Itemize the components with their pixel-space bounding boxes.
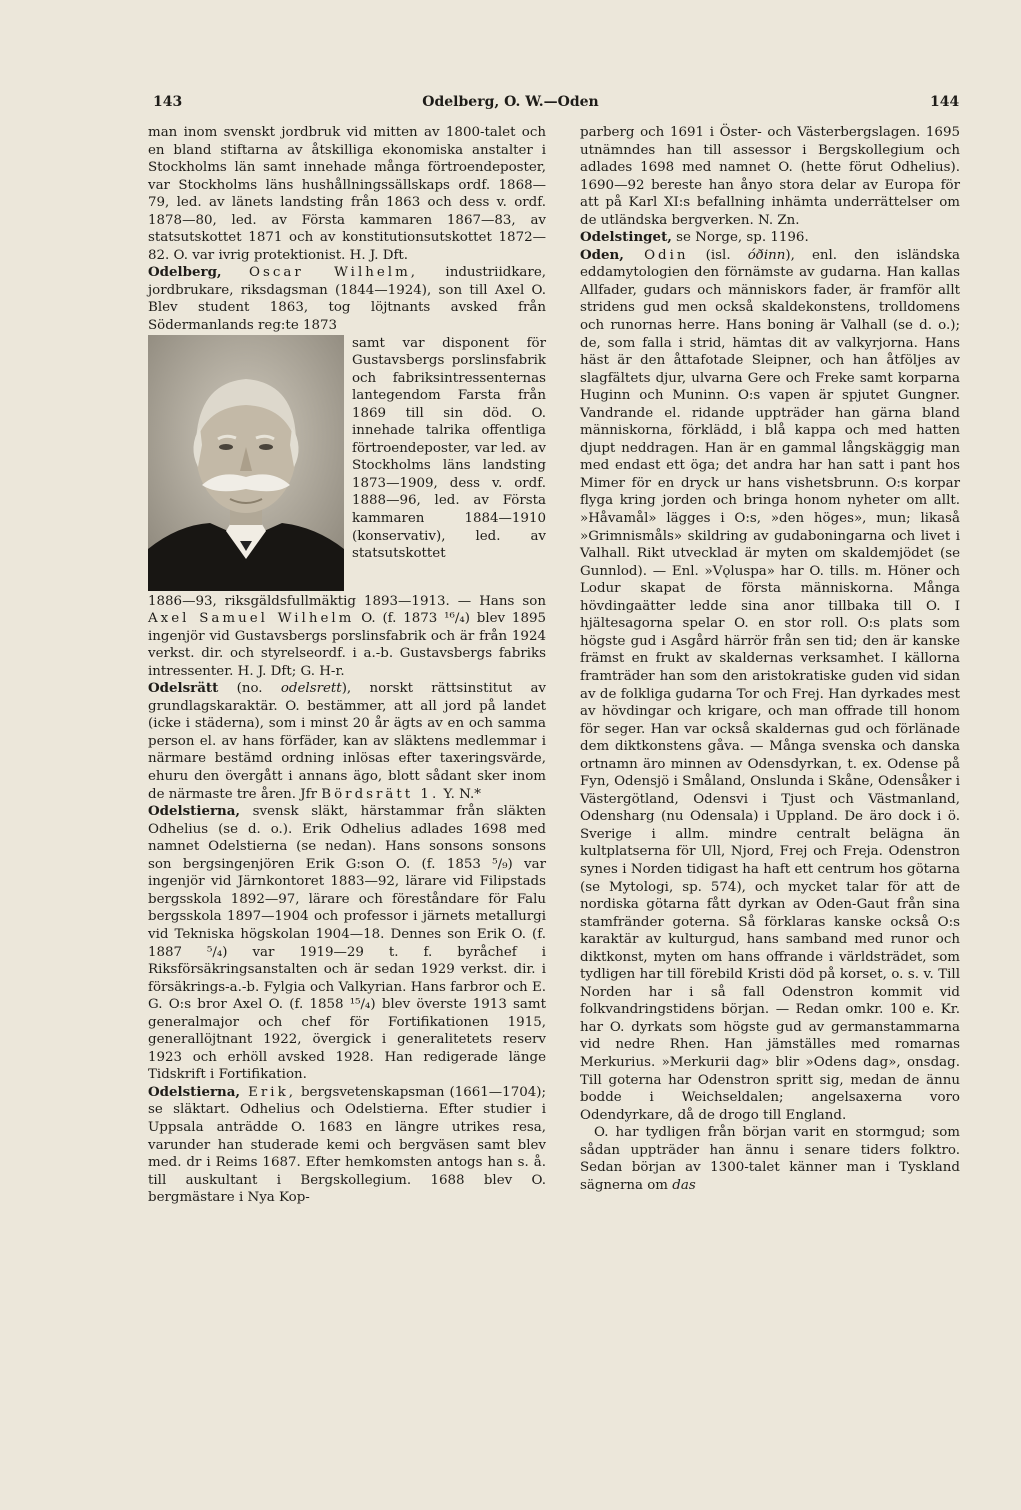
entry-text: 1886—93, riksgäldsfullmäktig 1893—1913. — Hans son Axel Samuel Wilhelm O. (f. 1873 ¹⁶/₄) blev 1895 ingenjör vid Gustavsbergs porslinsfabrik och är från 1924 verkst. dir. och styrelseordf. i a.-b. Gustavsbergs fabriks intressenter. H. J. Dft; G. H-r. bbox=[148, 593, 547, 679]
entry-text: industriidkare, jordbrukare, riksdagsman (1844—1924), son till Axel O. Blev student 1863, tog löjtnants avsked från Södermanlands reg:te 1873 bbox=[148, 265, 546, 334]
person-name: Erik, bbox=[240, 1084, 296, 1100]
headword: Odelstierna, bbox=[148, 1083, 241, 1100]
page-number-left: 143 bbox=[153, 94, 183, 110]
entry-oden: Oden, Odin (isl. óðinn), enl. den isländska eddamytologien den förnämste av gudarna. Han kallas Allfader, gudars och människors fader, är framför allt stridens gud men också skaldekonstens, trolldomens och runornas herre. Hans boning är Valhall (se d. o.); de, som falla i strid, hämtas dit av valkyrjorna. Hans häst är den åttafotade Sleipner, och han åtföljes av slagfältets djur, ulvarna Gere och Freke samt korparna Huginn och Muninn. O:s vapen är spjutet Gungner. Vandrande el. ridande uppträder han gärna bland människorna, förklädd, i blå kappa och med hatten djupt neddragen. Han är en gammal långskäggig man med endast ett öga; det andra har han satt i pant hos Mimer för en dryck ur hans vishetsbrunn. O:s korpar flyga kring jorden och bringa honom nyheter om allt. »Håvamål» lägges i O:s, »den höges», mun; likaså »Grimnismåls» skildring av gudaboningarna och livet i Valhall. Rikt utvecklad är myten om skaldemjödet (se Gunnlod). — Enl. »Vǫluspa» har O. tills. m. Höner och Lodur skapat de första människorna. Många hövdingaätter ledde sina anor tillbaka till O. I hjältesagorna spelar O. en stor roll. O:s plats som högste gud i Asgård härrör från sen tid; den är kanske främst en frukt av skaldernas verksamhet. I källorna framträder han som den aristokratiske guden vid sidan av de folkliga gudarna Tor och Frej. Han dyrkades mest av hövdingar och krigare, och man offrade till honom för seger. Han var också skaldernas gud och förlänade dem diktkonstens gåva. — Många svenska och danska ortnamn äro minnen av Odensdyrkan, t. ex. Odense på Fyn, Odensjö i Småland, Onslunda i Skåne, Odensåker i Västergötland, Odensvi i Tjust och Västmanland, Odensharg (nu Odensala) i Uppland. De äro dock i ö. Sverige i allm. mindre centralt belägna än kultplatserna för Ull, Njord, Frej och Freja. Odenstron synes i Norden tidigast ha haft ett centrum hos götarna (se Mytologi, sp. 574), och mycket talar för att de nordiska götarna fått dyrkan av Oden-Gaut från sina stamfränder goterna. Så förklaras kanske också O:s karaktär av kulturgud, hans samband med runor och diktkonst, myten om hans offrande i världsträdet, som tydligen har till förebild Kristi död på korset, o. s. v. Till Norden har i så fall Odenstron kommit vid folkvandringstidens början. — Redan omkr. 100 e. Kr. har O. dyrkats som högste gud av germanstammarna vid nedre Rhen. Han jämställes med romarnas Merkurius. »Merkurii dag» blir »Odens dag», onsdag. Till goterna har Odenstron spritt sig, medan de ännu bodde i Weichseldalen; angelsaxerna voro Odendyrkare, då de drogo till England. bbox=[580, 246, 960, 1123]
page-title: Odelberg, O. W.—Oden bbox=[422, 94, 599, 110]
person-name: Odin bbox=[623, 247, 689, 263]
right-column bbox=[580, 124, 960, 1194]
person-name: Oscar Wilhelm, bbox=[249, 265, 419, 281]
headword: Odelstierna, bbox=[148, 803, 241, 820]
entry-odelstierna-family: Odelstierna, svensk släkt, härstammar från släkten Odhelius (se d. o.). Erik Odhelius adlades 1698 med namnet Odelstierna (se nedan). Hans sonsons sonsons son bergsingenjören Erik G:son O. (f. 1853 ⁵/₉) var ingenjör vid Järnkontoret 1883—92, lärare vid Filipstads bergsskola 1892—97, lärare och föreståndare för Falu bergsskola 1897—1904 och professor i järnets metallurgi vid Tekniska högskolan 1904—18. Dennes son Erik O. (f. 1887 ⁵/₄) var 1919—29 t. f. byråchef i Riksförsäkringsanstalten och är sedan 1929 verkst. dir. i försäkrings-a.-b. Fylgia och Valkyrian. Hans farbror och E. G. O:s bror Axel O. (f. 1858 ¹⁵/₄) blev överste 1913 samt generalmajor och chef för Fortifikationen 1915, generallöjtnant 1922, övergick i generalitetets reserv 1923 och erhöll avsked 1928. Han redigerade länge Tidskrift i Fortifikation. bbox=[148, 803, 546, 1083]
headword: Odelstinget, bbox=[580, 229, 672, 246]
entry-odelberg-oscar bbox=[148, 264, 546, 334]
person-name: Axel Samuel Wilhelm bbox=[148, 611, 355, 627]
paragraph: man inom svenskt jordbruk vid mitten av 1800-talet och en bland stiftarna av åtskilliga ekonomiska anstalter i Stockholms län samt innehade många förtroendeposter, var Stockholms läns hushållningssällskaps ordf. 1868—79, led. av länets landsting från 1863 och dess v. ordf. 1878—80, led. av Första kammaren 1867—83, av statsutskottet 1871 och av konstitutionsutskottet 1872—82. O. var ivrig protektionist. H. J. Dft. bbox=[148, 125, 546, 263]
portrait-photo-icon bbox=[148, 335, 344, 591]
paragraph: O. har tydligen från början varit en stormgud; som sådan uppträder han ännu i senare tiders folktro. Sedan början av 1300-talet känner man i Tyskland sägnerna om das bbox=[580, 1125, 960, 1193]
entry-odelstierna-erik: Odelstierna, Erik, bergsvetenskapsman (1661—1704); se släktart. Odhelius och Odelstierna. Efter studier i Uppsala anträdde O. 1683 en längre utrikes resa, varunder han studerade kemi och bergväsen samt blev med. dr i Reims 1687. Efter hemkomsten antogs han s. å. till auskultant i Bergskollegium. 1688 blev O. bergmästare i Nya Kop- bbox=[148, 1083, 546, 1206]
page-number-right: 144 bbox=[930, 94, 960, 110]
entry-odelsratt: Odelsrätt (no. odelsrett), norskt rättsinstitut av grundlagskaraktär. O. bestämmer, att all jord på landet (icke i städerna), som i minst 20 år ägts av en och samma person el. av hans förfäder, kan av släktens medlemmar i närmare bestämd ordning inlösas efter taxeringsvärde, ehuru den övergått i annans ägo, blott sådant sker inom de närmaste tre åren. Jfr Bördsrätt 1. Y. N.* bbox=[148, 680, 546, 802]
entry-odelstinget: Odelstinget, se Norge, sp. 1196. bbox=[580, 229, 809, 246]
entry-text-wrapped: samt var disponent för Gustavsbergs porslinsfabrik och fabriksintressenternas lantegendom Farsta från 1869 till sin död. O. innehade talrika offentliga förtroendeposter, var led. av Stockholms läns landsting 1873—1909, dess v. ordf. 1888—96, led. av Första kammaren 1884—1910 (konservativ), led. av statsutskottet bbox=[352, 335, 546, 562]
headword: Odelberg, bbox=[148, 264, 222, 281]
portrait-image bbox=[148, 335, 344, 591]
headword: Oden, bbox=[580, 246, 624, 263]
left-column bbox=[148, 124, 546, 1207]
paragraph: parberg och 1691 i Öster- och Västerbergslagen. 1695 utnämndes han till assessor i Bergskollegium och adlades 1698 med namnet O. (hette förut Odhelius). 1690—92 bereste han ånyo stora delar av Europa för att på Karl XI:s befallning inhämta underrättelser om de utländska bergverken. N. Zn. bbox=[580, 125, 960, 228]
headword: Odelsrätt bbox=[148, 680, 219, 697]
cross-reference: Bördsrätt 1. bbox=[321, 786, 440, 802]
